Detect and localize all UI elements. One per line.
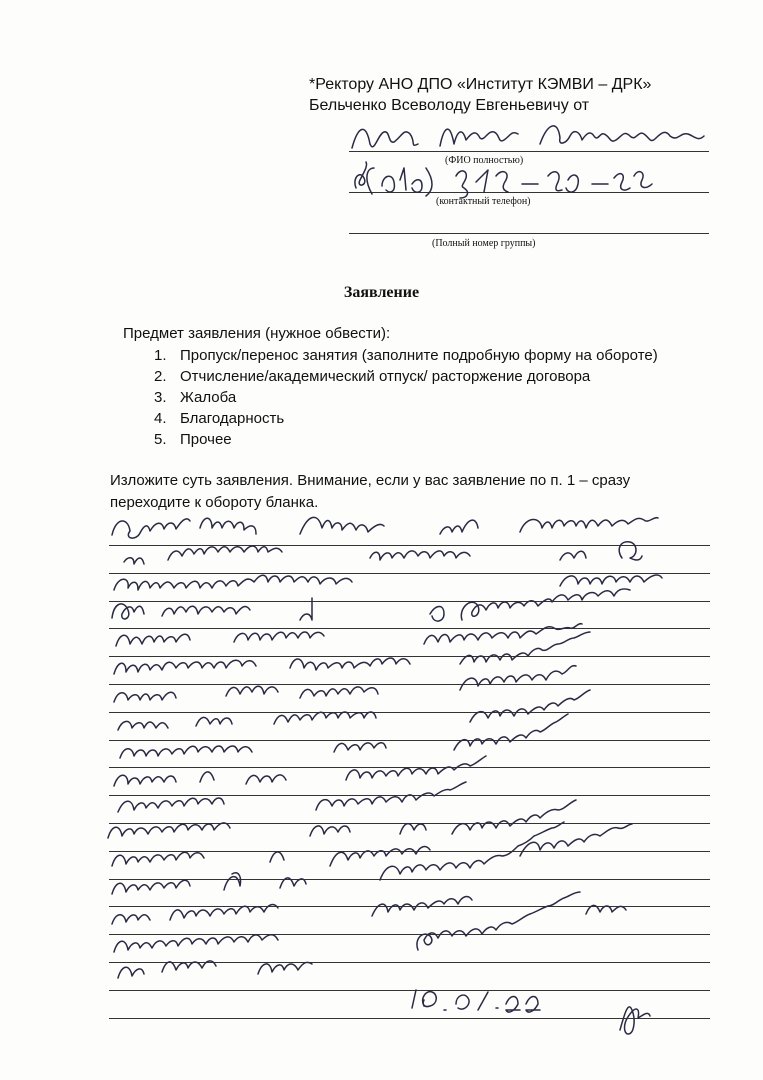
instructions-line-2: переходите к обороту бланка. xyxy=(110,494,319,511)
document-title: Заявление xyxy=(343,284,420,301)
subject-item-label: Пропуск/перенос занятия (заполните подробную форму на обороте) xyxy=(180,347,658,364)
handwritten-text-line xyxy=(120,714,568,758)
subject-item-number: 2. xyxy=(154,368,167,385)
subject-item-label: Жалоба xyxy=(180,389,237,406)
addressee-line-2: Бельченко Всеволоду Евгеньевичу от xyxy=(309,97,590,114)
handwritten-text-line xyxy=(112,824,632,866)
handwritten-text-line xyxy=(108,800,576,838)
subject-prompt: Предмет заявления (нужное обвести): xyxy=(123,325,391,342)
handwritten-text-line xyxy=(118,961,312,978)
fio-caption: (ФИО полностью) xyxy=(445,155,524,166)
handwritten-text-line xyxy=(124,542,642,564)
handwritten-text-line xyxy=(112,589,630,621)
handwritten-text-line xyxy=(112,517,658,538)
handwritten-text-line xyxy=(112,897,626,924)
subject-item-number: 1. xyxy=(154,347,167,364)
handwritten-fio xyxy=(352,126,704,148)
handwritten-text-line xyxy=(114,575,662,590)
addressee-line-1: *Ректору АНО ДПО «Институт КЭМВИ – ДРК» xyxy=(309,76,652,93)
handwritten-text-line xyxy=(116,624,582,646)
handwritten-date xyxy=(412,990,540,1012)
handwritten-text-line xyxy=(118,782,466,812)
handwritten-text-line xyxy=(114,756,486,786)
handwritten-text-line xyxy=(112,822,564,894)
handwritten-text-line xyxy=(114,892,580,952)
instructions-line-1: Изложите суть заявления. Внимание, если у вас заявление по п. 1 – сразу xyxy=(110,472,631,489)
subject-item-label: Благодарность xyxy=(180,410,285,427)
group-caption: (Полный номер группы) xyxy=(432,238,536,249)
subject-item-label: Прочее xyxy=(180,431,232,448)
phone-caption: (контактный телефон) xyxy=(436,196,531,207)
subject-item-label: Отчисление/академический отпуск/ расторжение договора xyxy=(180,368,591,385)
subject-item-number: 3. xyxy=(154,389,167,406)
handwritten-phone xyxy=(355,162,652,198)
handwritten-signature xyxy=(620,1007,650,1034)
handwritten-text-line xyxy=(114,632,590,674)
handwritten-text-line xyxy=(114,666,576,702)
subject-item-number: 4. xyxy=(154,410,167,427)
handwritten-text-line xyxy=(118,690,590,730)
subject-item-number: 5. xyxy=(154,431,167,448)
